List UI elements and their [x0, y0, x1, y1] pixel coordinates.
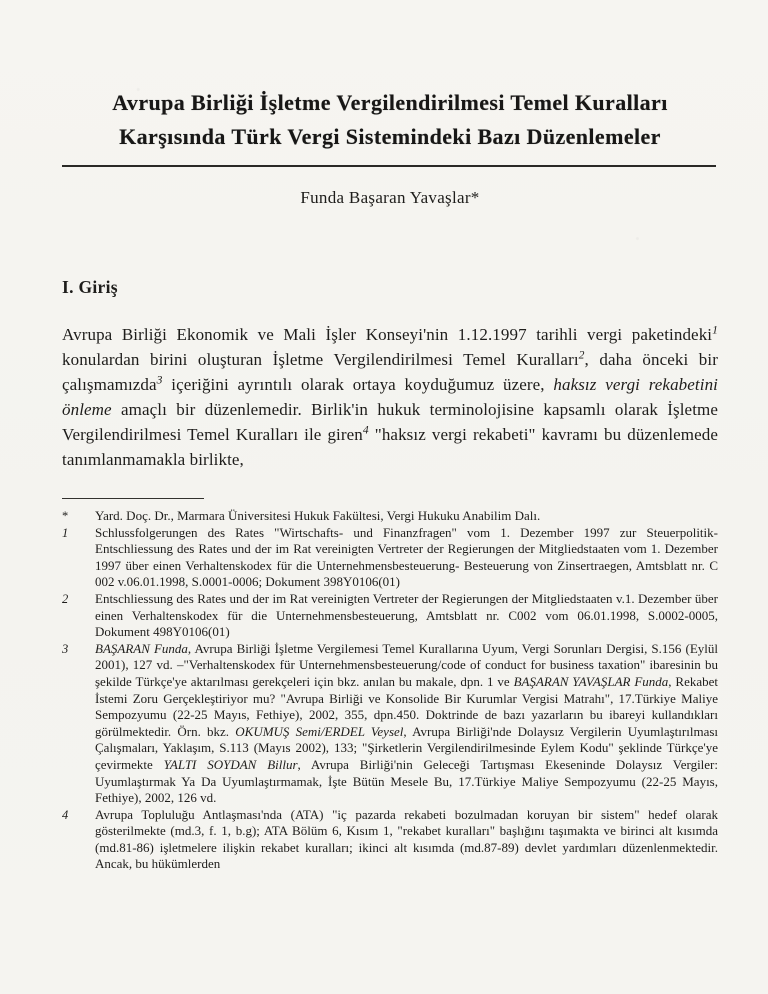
footnote-text-3	[95, 641, 718, 807]
text-segment: haksız vergi rekabetini önleme	[62, 375, 718, 419]
footnote-text-4	[95, 807, 718, 873]
footnote-reference-superscript: 3	[156, 373, 163, 387]
intro-paragraph	[62, 322, 718, 472]
footnote-row-1	[62, 525, 718, 591]
footnote-row-4	[62, 807, 718, 873]
text-segment: OKUMUŞ Semi/ERDEL Veysel	[235, 723, 404, 739]
footnotes-section	[62, 508, 718, 873]
author-name: Funda Başaran Yavaşlar*	[300, 188, 480, 207]
article-title-line1: Avrupa Birliği İşletme Vergilendirilmesi Temel Kuralları	[112, 90, 668, 115]
footnote-reference-superscript: 4	[362, 423, 369, 437]
text-segment: YALTI SOYDAN Billur	[163, 756, 298, 772]
footnote-text-2	[95, 591, 718, 641]
text-segment: Entschliessung des Rates und der im Rat vereinigten Vertreter der Regierungen der Mitgliedstaaten v.1. Dezember über einen Verhaltenskodex für die Unternehmensbesteuerung, Amtsblatt nr. C002 vom 06.01.1998, S.0002-0005, Dokument 498Y0106(01)	[95, 590, 718, 640]
text-segment: , Rekabet İstemi Zoru Gerçekleştiriyor mu? "Avrupa Birliği ve Konsolide Bir Kurumlar Vergisi Matrahı", 17.Türkiye Maliye Sempozyumu (22-25 Mayıs, Fethiye), 2002, 355, dpn.450. Doktrinde de bazı yazarların bu ibareyi kullandıkları görülmektedir. Örn. bkz.	[95, 673, 718, 739]
text-segment: , daha önceki bir çalışmamızda	[62, 350, 718, 394]
footnote-row-asterisk	[62, 508, 718, 525]
footnote-row-2	[62, 591, 718, 641]
footnote-marker-4: 4	[62, 807, 69, 822]
footnote-text-1	[95, 525, 718, 591]
text-segment: , Avrupa Birliği'nin Geleceği Tartışması Ekeseninde Dolaysız Vergiler: Uyumlaştırmak Ya Da Uyumlaştırmamak, İşte Bütün Mesele Bu, 17.Türkiye Maliye Sempozyumu (22-25 Mayıs, Fethiye), 2002, 126 vd.	[95, 756, 719, 806]
section-heading-giris: I. Giriş	[62, 277, 118, 297]
footnote-marker-2: 2	[62, 591, 69, 606]
footnote-separator-rule	[62, 498, 204, 499]
text-segment: , Avrupa Birliği'nde Dolaysız Vergilerin Uyumlaştırılması Çalışmaları, Yaklaşım, S.113 (Mayıs 2002), 133; "Şirketlerin Vergilendirilmesinde Eylem Kodu" şeklinde Türkçe'ye çevirmekte	[95, 723, 719, 772]
text-segment: , Avrupa Birliği İşletme Vergilemesi Temel Kurallarına Uyum, Vergi Sorunları Dergisi, S.156 (Eylül 2001), 127 vd. –"Verhaltenskodex für Unternehmensbesteuerung/code of conduct for business taxation" ibaresinin bu şekilde Türkçe'ye aktarılması gerekçeleri için bkz. anılan bu makale, dpn. 1 ve	[95, 640, 718, 689]
footnote-reference-superscript: 1	[712, 323, 718, 337]
title-block	[62, 86, 718, 208]
footnote-row-3	[62, 641, 718, 807]
text-segment: BAŞARAN YAVAŞLAR Funda	[513, 673, 669, 689]
footnote-reference-superscript: 2	[578, 348, 585, 362]
text-segment: "haksız vergi rekabeti" kavramı bu düzenlemede tanımlanmamakla birlikte,	[62, 425, 718, 469]
title-divider-rule	[62, 165, 716, 167]
article-title-line2: Karşısında Türk Vergi Sistemindeki Bazı Düzenlemeler	[119, 124, 661, 149]
text-segment: Avrupa Topluluğu Antlaşması'nda (ATA) "iç pazarda rekabeti bozulmadan koruyan bir sistem" hedef olarak gösterilmekte (md.3, f. 1, b.g); ATA Bölüm 6, Kısım 1, "rekabet kuralları" başlığını taşımakta ve birinci alt kısımda (md.81-86) işletmelere ilişkin rekabet kuralları; ikinci alt kısımda (md.87-89) devlet yardımları düzenlenmektedir. Ancak, bu hükümlerden	[95, 806, 718, 872]
text-segment: Schlussfolgerungen des Rates "Wirtschafts- und Finanzfragen" vom 1. Dezember 1997 zur Steuerpolitik- Entschliessung des Rates und der im Rat vereinigten Vertreter der Regierungen der Mitgliedstaaten vom 1. Dezember 1997 über einen Verhaltenskodex für die Unternehmensbesteuerung- Besteuerung von Zinsertraegen, Amtsblatt nr. C 002 v.06.01.1998, S.0001-0006; Dokument 398Y0106(01)	[95, 524, 718, 590]
footnote-text-asterisk	[95, 508, 718, 525]
footnote-marker-1: 1	[62, 525, 69, 540]
text-segment: amaçlı bir düzenlemedir. Birlik'in hukuk terminolojisine kapsamlı olarak İşletme Vergilendirilmesi Temel Kuralları ile giren	[62, 400, 718, 444]
text-segment: konulardan birini oluşturan İşletme Vergilendirilmesi Temel Kuralları	[62, 350, 579, 369]
footnote-marker-asterisk: *	[62, 509, 69, 523]
footnote-marker-3: 3	[62, 641, 69, 656]
text-segment: BAŞARAN Funda	[95, 640, 188, 656]
text-segment: içeriğini ayrıntılı olarak ortaya koyduğumuz üzere,	[162, 375, 554, 394]
text-segment: Avrupa Birliği Ekonomik ve Mali İşler Konseyi'nin 1.12.1997 tarihli vergi paketindeki	[62, 325, 713, 344]
text-segment: Yard. Doç. Dr., Marmara Üniversitesi Hukuk Fakültesi, Vergi Hukuku Anabilim Dalı.	[95, 508, 541, 523]
